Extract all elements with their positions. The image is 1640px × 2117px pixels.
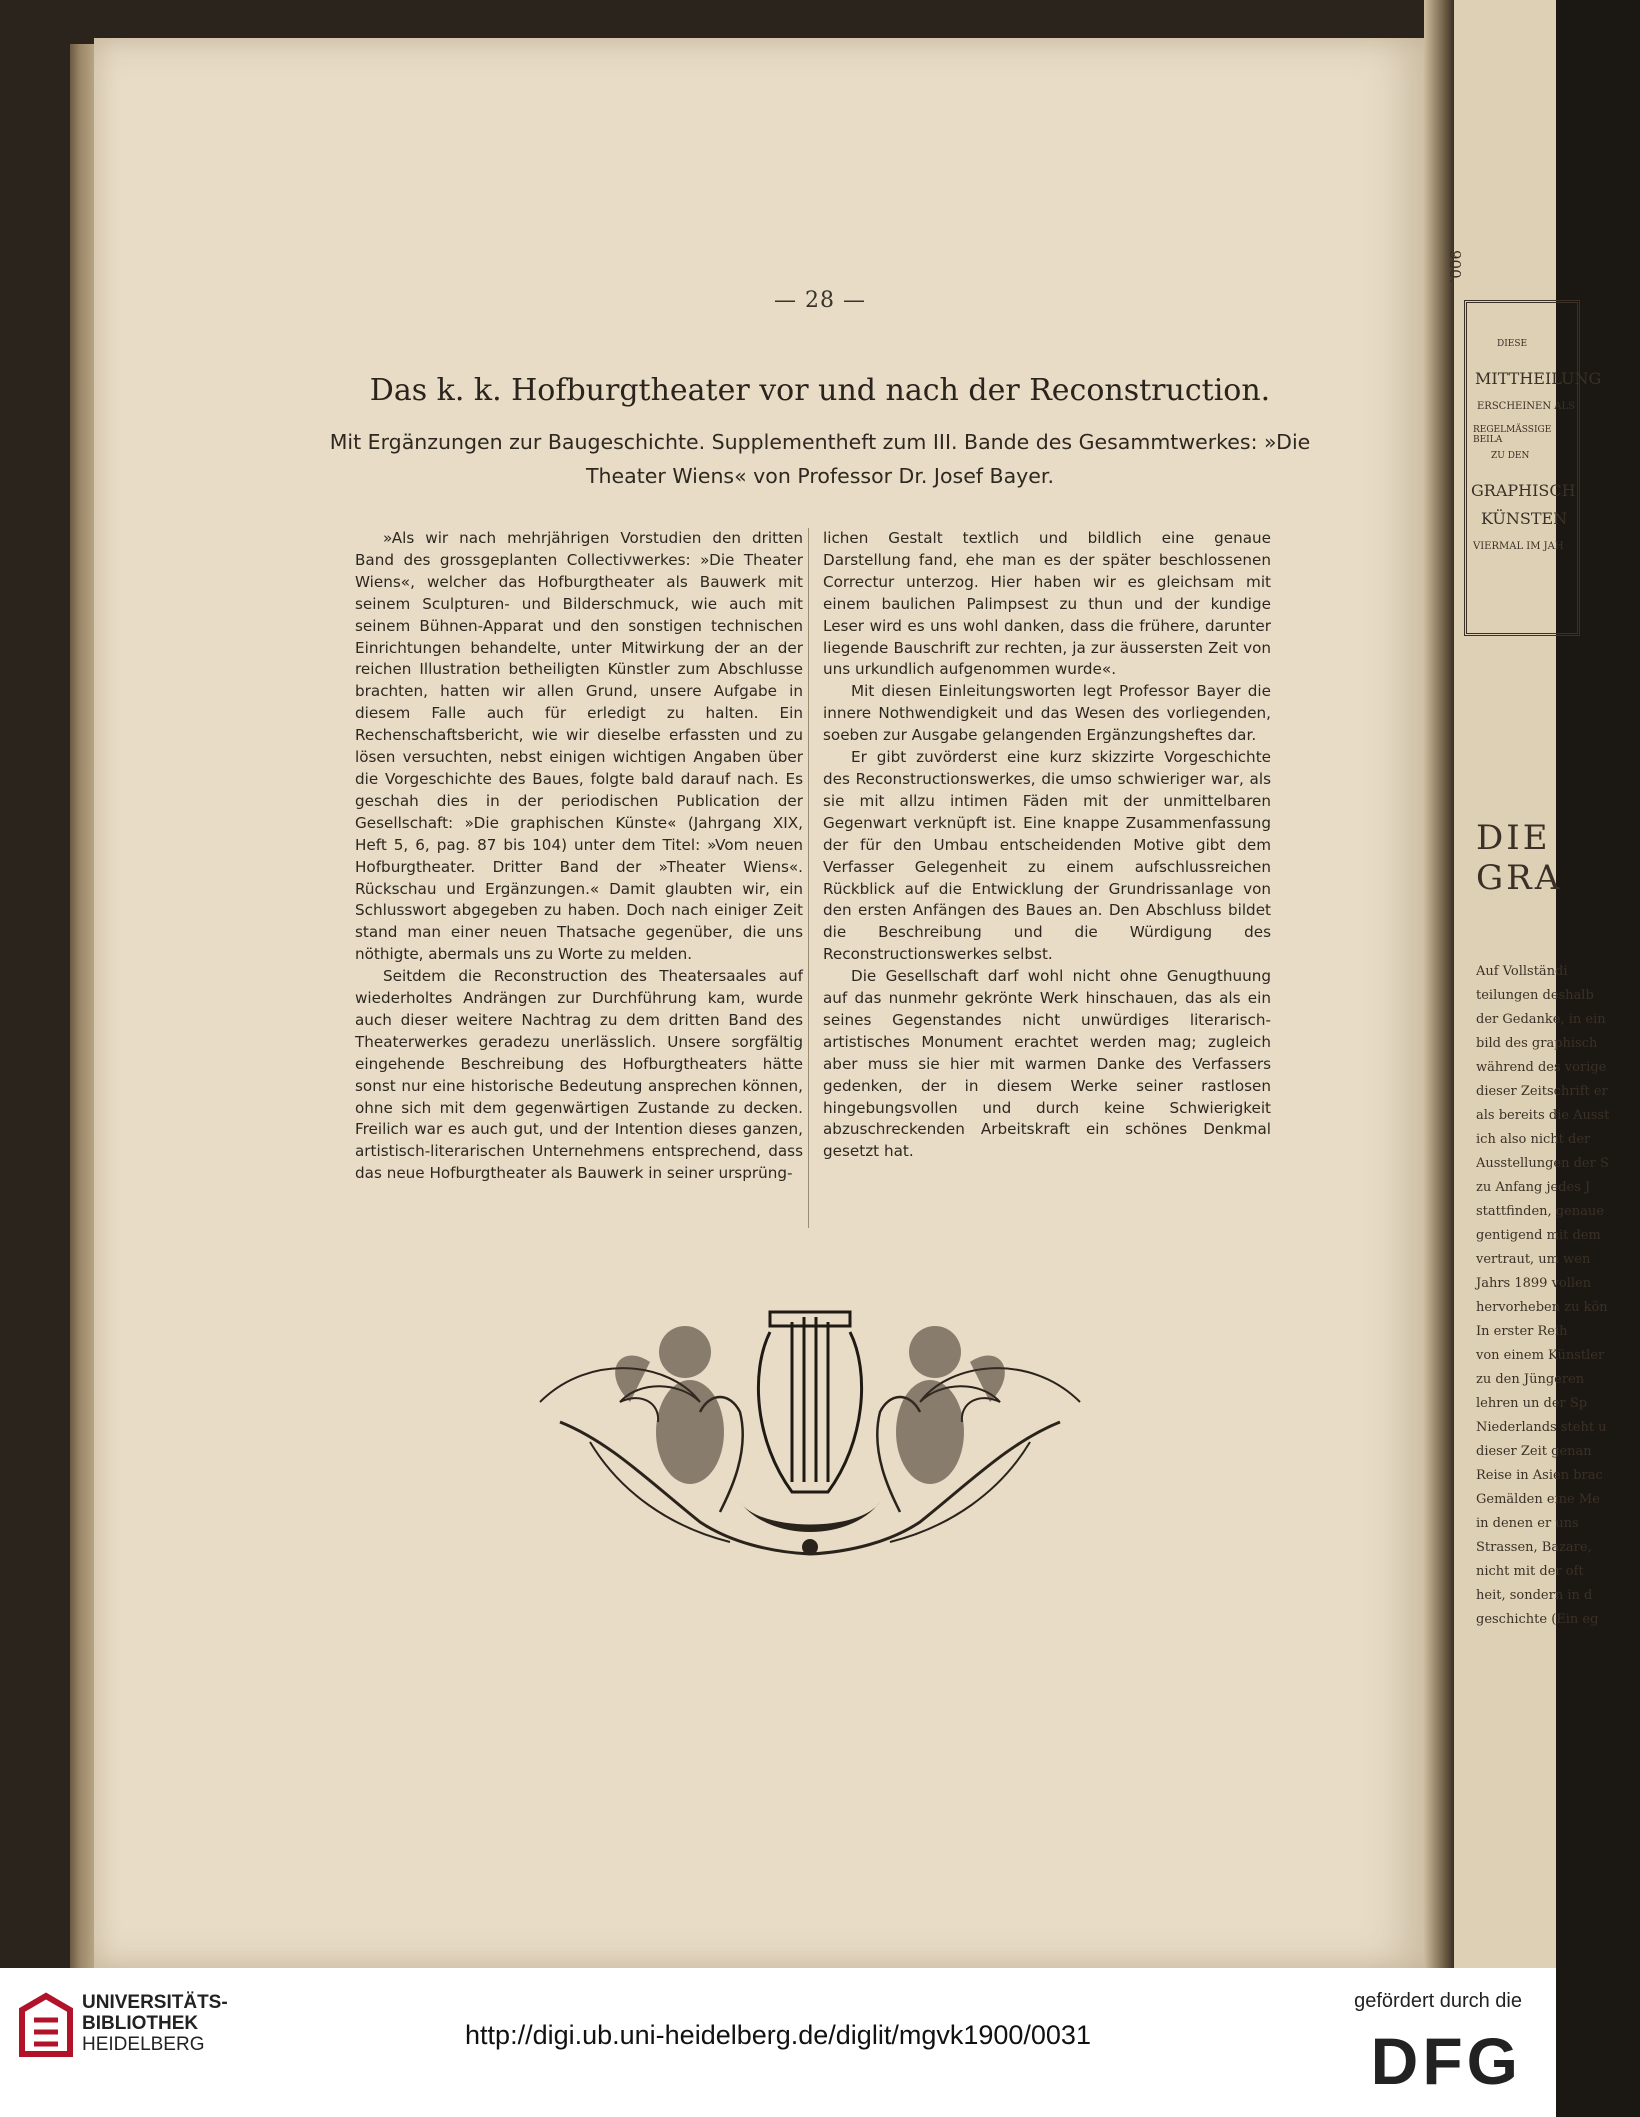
footer-bar [0,1968,1556,2117]
university-library-wordmark: UNIVERSITÄTS- BIBLIOTHEK HEIDELBERG [82,1992,228,2055]
facing-page-year: 900. [1446,250,1464,284]
column-divider [808,528,809,1228]
permalink-url[interactable]: http://digi.ub.uni-heidelberg.de/diglit/mgvk1900/0031 [465,2020,1091,2050]
subtitle-line-2: Theater Wiens« von Professor Dr. Josef Bayer. [586,464,1054,488]
paragraph: »Als wir nach mehrjährigen Vorstudien den dritten Band des grossgeplanten Collectivwerkes: »Die Theater Wiens«, welcher das Hofburgtheater als Bauwerk mit seinem Sculpturen- und Bilderschmuck, wie auch mit seinem Bühnen-Apparat und den sonstigen technischen Einrichtungen behandelte, unter Mitwirkung der an der reichen Illustration betheiligten Künstler zum Abschlusse brachten, hatten wir allen Grund, unsere Aufgabe in diesem Falle auch für erledigt zu halten. Ein Rechenschaftsbericht, wie wir dieselbe erfassten und zu lösen versuchten, nebst einigen wichtigen Angaben über die Vorgeschichte des Baues, folgte bald darauf nach. Es geschah dies in der periodischen Publication der Gesellschaft: »Die graphischen Künste« (Jahrgang XIX, Heft 5, 6, pag. 87 bis 104) unter dem Titel: »Vom neuen Hofburgtheater. Dritter Band der »Theater Wiens«. Rückschau und Ergänzungen.« Damit glaubten wir, ein Schlusswort abgegeben zu haben. Doch nach einiger Zeit stand man einer neuen Thatsache gegenüber, die uns nöthigte, abermals uns zu Worte zu melden. [355,529,803,964]
paragraph: Die Gesellschaft darf wohl nicht ohne Genugthuung auf das nunmehr gekrönte Werk hinschauen, das als ein seines Gegenstandes nicht unwürdiges literarisch-artistisches Monument erachtet werden mag; zugleich aber muss sie hier mit warmen Danke des Verfassers gedenken, der in diesem Werke seiner rastlosen hingebungsvollen und durch keine Schwierigkeit abzuschreckenden Arbeitskraft ein schönes Denkmal gesetzt hat. [823,967,1271,1161]
paragraph: lichen Gestalt textlich und bildlich eine genaue Darstellung fand, ehe man es der später beschlossenen Correctur unterzog. Hier haben wir es gleichsam mit einem baulichen Palimpsest zu thun und der kundige Leser wird es uns wohl danken, dass die frühere, darunter liegende Bauschrift zur rechten, ja zur äussersten Zeit von uns urkundlich aufgenommen wurde«. [823,529,1271,679]
funding-label: gefördert durch die [1354,1990,1522,2012]
page-number: — 28 — [774,288,866,313]
facing-page-text: Auf Vollständi teilungen deshalb der Gedanke, in ein bild des graphisch während des vorige dieser Zeitschrift er als bereits die Ausst ich also nicht der Ausstellungen der S zu Anfang jedes J stattfinden, genaue gentigend mit dem vertraut, um wen Jahrs 1899 vollen hervorheben zu kön In erster Reih von einem Künstler zu den Jüngeren lehren un der Sp Niederlands steht u dieser Zeit genan Reise in Asien brac Gemälden eine Me in denen er uns Strassen, Bazare, nicht mit der oft heit, sondern in d geschichte (Ein eg [1476,964,1610,1627]
facing-page-notice-box: DIESE MITTHEILUNG ERSCHEINEN ALS REGELMÄSSIGE BEILA ZU DEN GRAPHISCH KÜNSTEN VIERMAL IM JAH [1464,300,1580,636]
article-title: Das k. k. Hofburgtheater vor und nach der Reconstruction. [369,373,1271,408]
book-gutter [1424,0,1454,1968]
article-subtitle [300,425,1340,493]
paragraph: Mit diesen Einleitungsworten legt Professor Bayer die innere Nothwendigkeit und das Wesen des vorliegenden, soeben zur Ausgabe gelangenden Ergänzungsheftes dar. [823,682,1271,745]
text-column-right [823,528,1271,1163]
facing-page-heading: DIE GRA [1476,818,1563,898]
subtitle-line-1: Mit Ergänzungen zur Baugeschichte. Supplementheft zum III. Bande des Gesammtwerkes: »Die [329,430,1311,454]
text-column-left [355,528,803,1185]
dfg-logo: DFG [1370,2024,1522,2098]
cherub-lyre-vignette [530,1292,1090,1560]
paragraph: Seitdem die Reconstruction des Theatersaales auf wiederholtes Andrängen zur Durchführung kam, wurde auch dieser weitere Nachtrag zu dem dritten Band des Theaterwerkes geradezu unerlässlich. Unsere sorgfältig eingehende Beschreibung des Hofburgtheaters hätte sonst nur eine historische Bedeutung ansprechen können, ohne sich mit dem gegenwärtigen Zustande zu decken. Freilich war es auch gut, und der Intention dieses ganzen, artistisch-literarischen Unternehmens entsprechend, dass das neue Hofburgtheater als Bauwerk in seiner ursprüng- [355,967,803,1183]
facing-page [1446,0,1610,1968]
paragraph: Er gibt zuvörderst eine kurz skizzirte Vorgeschichte des Reconstructionswerkes, die umso schwieriger war, als sie mit allzu intimen Fäden mit der unmittelbaren Gegenwart verknüpft ist. Eine knappe Zusammenfassung der für den Umbau entscheidenden Motive gibt dem Verfasser Gelegenheit zu einem aufschlussreichen Rückblick auf die Entwicklung der Grundrissanlage von den ersten Anfängen des Baues an. Den Abschluss bildet die Beschreibung und die Würdigung des Reconstructionswerkes selbst. [823,748,1271,964]
book-page-edges [70,44,96,1968]
